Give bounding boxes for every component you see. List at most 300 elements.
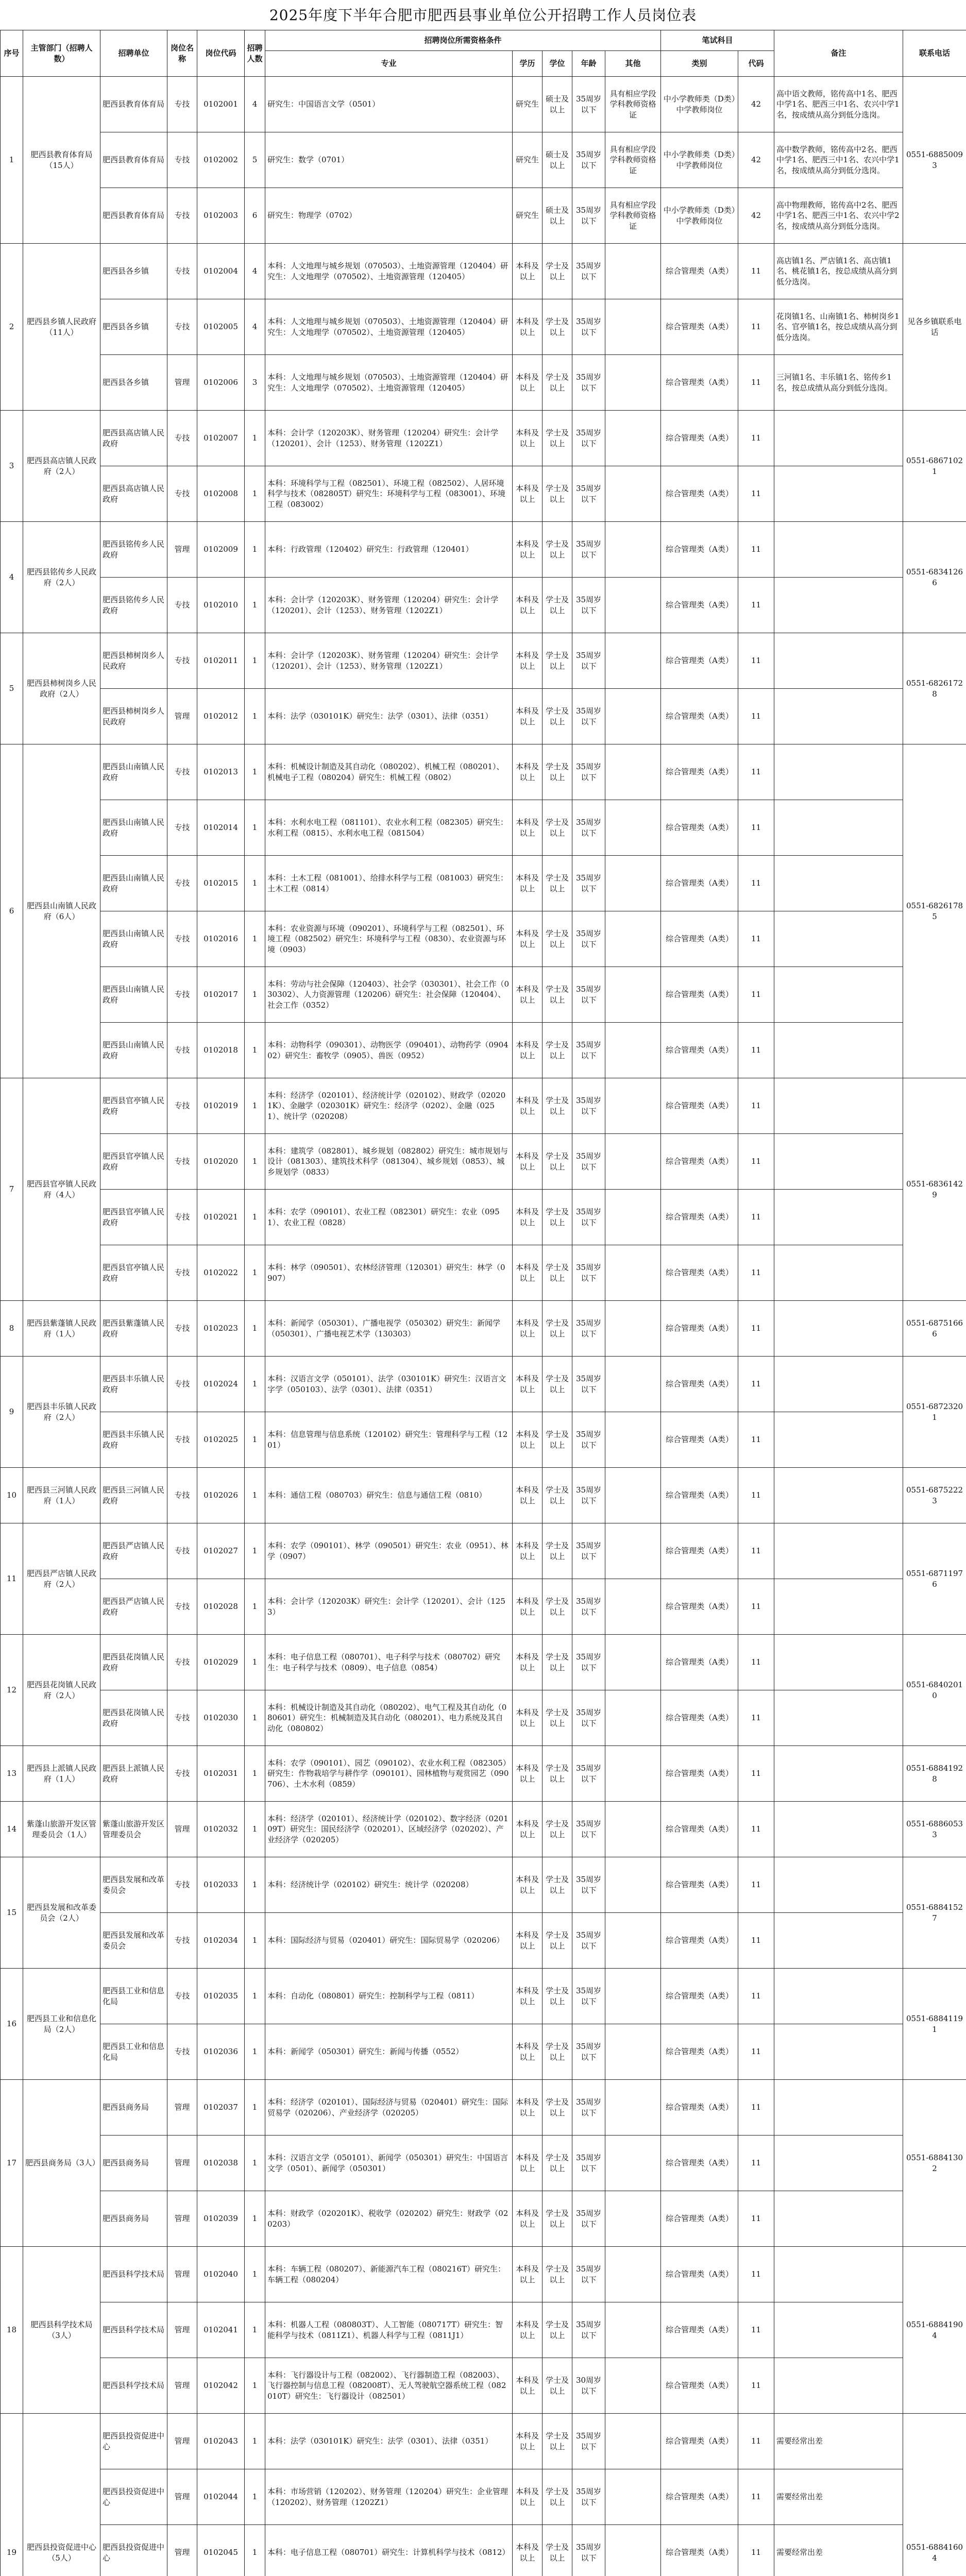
cell-remark: 需要经常出差 [774, 2469, 903, 2525]
cell-edu: 研究生 [513, 77, 543, 132]
cell-other [605, 411, 661, 466]
cell-other [605, 1357, 661, 1412]
cell-exam-code: 11 [738, 1134, 774, 1190]
cell-seq: 12 [1, 1635, 23, 1746]
cell-num: 1 [245, 2525, 265, 2576]
cell-other [605, 1635, 661, 1690]
cell-degree: 学士及以上 [543, 1357, 572, 1412]
cell-exam-code: 11 [738, 411, 774, 466]
cell-edu: 本科及以上 [513, 1078, 543, 1134]
cell-degree: 学士及以上 [543, 856, 572, 911]
cell-code: 0102023 [197, 1301, 245, 1357]
cell-exam-code: 11 [738, 1301, 774, 1357]
cell-edu: 本科及以上 [513, 1635, 543, 1690]
cell-age: 35周岁以下 [572, 744, 605, 800]
cell-unit: 肥西县商务局 [100, 2191, 167, 2247]
cell-phone: 0551-68860533 [903, 1802, 966, 1857]
cell-seq: 19 [1, 2414, 23, 2576]
header-remark: 备注 [774, 30, 903, 77]
cell-seq: 5 [1, 633, 23, 744]
cell-degree: 学士及以上 [543, 689, 572, 744]
cell-unit: 肥西县铭传乡人民政府 [100, 522, 167, 578]
cell-edu: 本科及以上 [513, 1579, 543, 1635]
cell-edu: 研究生 [513, 188, 543, 244]
cell-code: 0102029 [197, 1635, 245, 1690]
cell-unit: 肥西县严店镇人民政府 [100, 1523, 167, 1579]
cell-phone: 0551-68850093 [903, 77, 966, 244]
cell-major: 本科：动物科学（090301）、动物医学（090401）、动物药学（090402）研究生：畜牧学（0905）、兽医（0952） [265, 1023, 513, 1078]
cell-remark [774, 744, 903, 800]
cell-exam-type: 综合管理类（A类） [661, 1635, 738, 1690]
cell-degree: 学士及以上 [543, 2358, 572, 2414]
cell-exam-type: 综合管理类（A类） [661, 1857, 738, 1913]
cell-major: 本科：水利水电工程（081101）、农业水利工程（082305）研究生：水利工程（0815）、水利水电工程（081504） [265, 800, 513, 856]
cell-exam-code: 11 [738, 744, 774, 800]
cell-num: 1 [245, 1301, 265, 1357]
cell-code: 0102032 [197, 1802, 245, 1857]
cell-remark [774, 2024, 903, 2080]
cell-age: 35周岁以下 [572, 1190, 605, 1245]
header-exam-code: 代码 [738, 51, 774, 77]
cell-unit: 肥西县山南镇人民政府 [100, 800, 167, 856]
cell-age: 35周岁以下 [572, 2024, 605, 2080]
cell-degree: 学士及以上 [543, 2024, 572, 2080]
cell-other [605, 967, 661, 1023]
cell-code: 0102045 [197, 2525, 245, 2576]
cell-post: 专技 [167, 1746, 197, 1802]
cell-exam-code: 11 [738, 2024, 774, 2080]
cell-post: 专技 [167, 1412, 197, 1468]
cell-remark [774, 1913, 903, 1969]
cell-unit: 肥西县山南镇人民政府 [100, 744, 167, 800]
cell-post: 专技 [167, 299, 197, 355]
header-degree: 学位 [543, 51, 572, 77]
cell-code: 0102026 [197, 1468, 245, 1523]
cell-age: 35周岁以下 [572, 800, 605, 856]
table-row [1, 1468, 966, 1523]
page-title: 2025年度下半年合肥市肥西县事业单位公开招聘工作人员岗位表 [0, 4, 966, 25]
cell-other: 具有相应学段学科教师资格证 [605, 132, 661, 188]
cell-post: 专技 [167, 1023, 197, 1078]
cell-code: 0102034 [197, 1913, 245, 1969]
cell-phone: 0551-68711976 [903, 1523, 966, 1635]
cell-code: 0102008 [197, 466, 245, 522]
cell-dept: 肥西县铭传乡人民政府（2人） [23, 522, 100, 633]
cell-remark: 三河镇1名、丰乐镇1名、铭传乡1名，按总成绩从高分到低分选岗。 [774, 355, 903, 411]
cell-dept: 肥西县高店镇人民政府（2人） [23, 411, 100, 522]
cell-seq: 9 [1, 1357, 23, 1468]
cell-unit: 肥西县上派镇人民政府 [100, 1746, 167, 1802]
cell-num: 1 [245, 411, 265, 466]
cell-num: 1 [245, 689, 265, 744]
cell-age: 35周岁以下 [572, 2414, 605, 2469]
header-post-name: 岗位名称 [167, 30, 197, 77]
cell-exam-type: 综合管理类（A类） [661, 1523, 738, 1579]
cell-remark [774, 1579, 903, 1635]
table-row [1, 2136, 966, 2191]
cell-num: 1 [245, 1023, 265, 1078]
cell-major: 本科：劳动与社会保障（120403）、社会学（030301）、社会工作（030302）、人力资源管理（120206）研究生：社会保障（120404）、社会工作（0352） [265, 967, 513, 1023]
cell-exam-type: 综合管理类（A类） [661, 466, 738, 522]
cell-edu: 本科及以上 [513, 2358, 543, 2414]
cell-exam-type: 综合管理类（A类） [661, 1078, 738, 1134]
cell-major: 本科：机械设计制造及其自动化（080202）、机械工程（080201）、机械电子工程（080204）研究生：机械工程（0802） [265, 744, 513, 800]
cell-exam-type: 综合管理类（A类） [661, 1468, 738, 1523]
cell-code: 0102003 [197, 188, 245, 244]
cell-major: 本科：飞行器设计与工程（082002）、飞行器制造工程（082003）、飞行器控制与信息工程（082008T）、无人驾驶航空器系统工程（082010T）研究生：飞行器设计（082501） [265, 2358, 513, 2414]
cell-unit: 肥西县山南镇人民政府 [100, 911, 167, 967]
cell-phone: 0551-68841604 [903, 2414, 966, 2576]
cell-post: 管理 [167, 1802, 197, 1857]
cell-phone: 0551-68671021 [903, 411, 966, 522]
table-row [1, 1746, 966, 1802]
cell-num: 1 [245, 1690, 265, 1746]
cell-num: 1 [245, 1635, 265, 1690]
cell-other [605, 1301, 661, 1357]
cell-phone: 0551-68341266 [903, 522, 966, 633]
cell-degree: 学士及以上 [543, 1857, 572, 1913]
cell-code: 0102041 [197, 2302, 245, 2358]
cell-degree: 学士及以上 [543, 1134, 572, 1190]
cell-unit: 肥西县高店镇人民政府 [100, 466, 167, 522]
table-row [1, 1245, 966, 1301]
cell-exam-type: 综合管理类（A类） [661, 1913, 738, 1969]
cell-remark [774, 856, 903, 911]
cell-major: 本科：农业资源与环境（090201）、环境科学与工程（082501）、环境工程（082502）研究生：环境科学与工程（0830）、农业资源与环境（0903） [265, 911, 513, 967]
cell-major: 本科：车辆工程（080207）、新能源汽车工程（080216T）研究生：车辆工程（080204） [265, 2247, 513, 2302]
cell-remark [774, 1523, 903, 1579]
cell-code: 0102011 [197, 633, 245, 689]
cell-age: 35周岁以下 [572, 2136, 605, 2191]
cell-phone: 0551-68751666 [903, 1301, 966, 1357]
cell-exam-type: 综合管理类（A类） [661, 2191, 738, 2247]
cell-remark [774, 1190, 903, 1245]
header-age: 年龄 [572, 51, 605, 77]
cell-unit: 肥西县高店镇人民政府 [100, 411, 167, 466]
cell-seq: 16 [1, 1969, 23, 2080]
cell-age: 35周岁以下 [572, 1746, 605, 1802]
cell-num: 1 [245, 1857, 265, 1913]
cell-other: 具有相应学段学科教师资格证 [605, 77, 661, 132]
cell-exam-code: 11 [738, 299, 774, 355]
cell-post: 专技 [167, 1134, 197, 1190]
cell-exam-type: 综合管理类（A类） [661, 578, 738, 633]
cell-major: 本科：经济学（020101）、经济统计学（020102）、财政学（020201K）、金融学（020301K）研究生：经济学（0202）、金融（0251）、统计学（020208） [265, 1078, 513, 1134]
cell-code: 0102039 [197, 2191, 245, 2247]
cell-degree: 学士及以上 [543, 800, 572, 856]
cell-remark [774, 2136, 903, 2191]
cell-other [605, 2080, 661, 2136]
cell-exam-type: 综合管理类（A类） [661, 244, 738, 299]
cell-code: 0102027 [197, 1523, 245, 1579]
cell-post: 专技 [167, 466, 197, 522]
cell-degree: 学士及以上 [543, 911, 572, 967]
cell-age: 35周岁以下 [572, 355, 605, 411]
cell-age: 35周岁以下 [572, 2302, 605, 2358]
cell-post: 管理 [167, 2525, 197, 2576]
cell-edu: 本科及以上 [513, 2247, 543, 2302]
cell-num: 6 [245, 188, 265, 244]
cell-unit: 肥西县紫蓬镇人民政府 [100, 1301, 167, 1357]
cell-age: 35周岁以下 [572, 1579, 605, 1635]
cell-edu: 本科及以上 [513, 1913, 543, 1969]
cell-post: 专技 [167, 967, 197, 1023]
cell-unit: 紫蓬山旅游开发区管理委员会 [100, 1802, 167, 1857]
cell-post: 专技 [167, 1913, 197, 1969]
cell-major: 本科：农学（090101）、林学（090501）研究生：农业（0951）、林学（0907） [265, 1523, 513, 1579]
cell-num: 1 [245, 578, 265, 633]
cell-code: 0102001 [197, 77, 245, 132]
cell-code: 0102019 [197, 1078, 245, 1134]
table-row [1, 355, 966, 411]
cell-code: 0102013 [197, 744, 245, 800]
cell-edu: 本科及以上 [513, 1412, 543, 1468]
header-edu: 学历 [513, 51, 543, 77]
cell-edu: 本科及以上 [513, 2414, 543, 2469]
cell-degree: 硕士及以上 [543, 188, 572, 244]
cell-edu: 研究生 [513, 132, 543, 188]
cell-exam-code: 11 [738, 355, 774, 411]
cell-exam-code: 42 [738, 132, 774, 188]
cell-code: 0102002 [197, 132, 245, 188]
cell-dept: 肥西县丰乐镇人民政府（2人） [23, 1357, 100, 1468]
cell-post: 专技 [167, 188, 197, 244]
table-row [1, 466, 966, 522]
cell-code: 0102031 [197, 1746, 245, 1802]
cell-exam-type: 综合管理类（A类） [661, 689, 738, 744]
cell-dept: 肥西县官亭镇人民政府（4人） [23, 1078, 100, 1301]
cell-exam-code: 11 [738, 578, 774, 633]
cell-dept: 肥西县山南镇人民政府（6人） [23, 744, 100, 1078]
cell-dept: 肥西县三河镇人民政府（1人） [23, 1468, 100, 1523]
cell-code: 0102022 [197, 1245, 245, 1301]
cell-remark [774, 1468, 903, 1523]
cell-major: 本科：电子信息工程（080701）、电子科学与技术（080702）研究生：电子科学与技术（0809）、电子信息（0854） [265, 1635, 513, 1690]
table-row [1, 411, 966, 466]
table-row [1, 911, 966, 967]
table-row [1, 1023, 966, 1078]
cell-edu: 本科及以上 [513, 911, 543, 967]
cell-other [605, 2525, 661, 2576]
cell-code: 0102020 [197, 1134, 245, 1190]
cell-degree: 学士及以上 [543, 1023, 572, 1078]
cell-exam-type: 综合管理类（A类） [661, 2358, 738, 2414]
cell-remark [774, 1078, 903, 1134]
cell-remark: 高店镇1名、严店镇1名、高店镇1名、桃花镇1名，按总成绩从高分到低分选岗。 [774, 244, 903, 299]
header-unit: 招聘单位 [100, 30, 167, 77]
cell-exam-type: 综合管理类（A类） [661, 2024, 738, 2080]
cell-edu: 本科及以上 [513, 1969, 543, 2024]
cell-age: 35周岁以下 [572, 1635, 605, 1690]
table-row [1, 1412, 966, 1468]
cell-unit: 肥西县花岗镇人民政府 [100, 1635, 167, 1690]
cell-age: 35周岁以下 [572, 1412, 605, 1468]
cell-post: 专技 [167, 1468, 197, 1523]
cell-code: 0102018 [197, 1023, 245, 1078]
cell-age: 35周岁以下 [572, 244, 605, 299]
cell-exam-code: 11 [738, 1635, 774, 1690]
cell-seq: 14 [1, 1802, 23, 1857]
cell-code: 0102024 [197, 1357, 245, 1412]
cell-exam-type: 综合管理类（A类） [661, 1412, 738, 1468]
cell-other [605, 2191, 661, 2247]
cell-phone: 0551-68841904 [903, 2247, 966, 2414]
cell-code: 0102012 [197, 689, 245, 744]
cell-unit: 肥西县官亭镇人民政府 [100, 1245, 167, 1301]
cell-edu: 本科及以上 [513, 2136, 543, 2191]
cell-degree: 学士及以上 [543, 355, 572, 411]
cell-edu: 本科及以上 [513, 1857, 543, 1913]
cell-edu: 本科及以上 [513, 2469, 543, 2525]
cell-num: 1 [245, 522, 265, 578]
cell-exam-type: 综合管理类（A类） [661, 2302, 738, 2358]
table-row [1, 2469, 966, 2525]
cell-other [605, 689, 661, 744]
cell-age: 35周岁以下 [572, 1078, 605, 1134]
cell-age: 35周岁以下 [572, 466, 605, 522]
cell-code: 0102033 [197, 1857, 245, 1913]
cell-major: 本科：行政管理（120402）研究生：行政管理（120401） [265, 522, 513, 578]
cell-other [605, 1969, 661, 2024]
cell-exam-code: 11 [738, 1468, 774, 1523]
cell-edu: 本科及以上 [513, 1245, 543, 1301]
cell-exam-type: 综合管理类（A类） [661, 1134, 738, 1190]
table-row [1, 1802, 966, 1857]
cell-num: 5 [245, 132, 265, 188]
table-body [1, 77, 966, 2576]
cell-num: 1 [245, 1134, 265, 1190]
cell-major: 本科：会计学（120203K）、财务管理（120204）研究生：会计学（120201）、会计（1253）、财务管理（1202Z1） [265, 578, 513, 633]
cell-post: 专技 [167, 578, 197, 633]
cell-age: 35周岁以下 [572, 411, 605, 466]
cell-unit: 肥西县科学技术局 [100, 2247, 167, 2302]
cell-edu: 本科及以上 [513, 2525, 543, 2576]
cell-major: 本科：农学（090101）、农业工程（082301）研究生：农业（0951）、农业工程（0828） [265, 1190, 513, 1245]
cell-remark [774, 1023, 903, 1078]
cell-remark [774, 967, 903, 1023]
cell-degree: 学士及以上 [543, 633, 572, 689]
cell-exam-code: 11 [738, 1190, 774, 1245]
cell-post: 专技 [167, 1245, 197, 1301]
cell-phone: 0551-68361429 [903, 1078, 966, 1301]
cell-exam-code: 11 [738, 1802, 774, 1857]
cell-code: 0102030 [197, 1690, 245, 1746]
table-row [1, 132, 966, 188]
cell-other [605, 911, 661, 967]
cell-major: 本科：机械设计制造及其自动化（080202）、电气工程及其自动化（080601）研究生：机械制造及其自动化（080201）、电力系统及其自动化（080802） [265, 1690, 513, 1746]
cell-post: 管理 [167, 522, 197, 578]
cell-remark [774, 1412, 903, 1468]
cell-dept: 肥西县工业和信息化局（2人） [23, 1969, 100, 2080]
table-row [1, 967, 966, 1023]
cell-age: 35周岁以下 [572, 2080, 605, 2136]
cell-remark [774, 1690, 903, 1746]
cell-age: 35周岁以下 [572, 1690, 605, 1746]
cell-post: 专技 [167, 1078, 197, 1134]
cell-exam-type: 综合管理类（A类） [661, 1690, 738, 1746]
cell-degree: 学士及以上 [543, 2525, 572, 2576]
cell-degree: 学士及以上 [543, 2414, 572, 2469]
cell-num: 1 [245, 967, 265, 1023]
cell-major: 本科：机器人工程（080803T）、人工智能（080717T）研究生：智能科学与技术（0811Z1）、机器人科学与工程（0811J1） [265, 2302, 513, 2358]
table-row [1, 188, 966, 244]
cell-phone: 0551-68261728 [903, 633, 966, 744]
cell-unit: 肥西县柿树岗乡人民政府 [100, 633, 167, 689]
cell-major: 本科：新闻学（050301）研究生：新闻与传播（0552） [265, 2024, 513, 2080]
cell-remark: 需要经常出差 [774, 2414, 903, 2469]
cell-major: 本科：经济学（020101）、经济统计学（020102）、数字经济（020109T）研究生：国民经济学（020201）、区域经济学（020202）、产业经济学（020205） [265, 1802, 513, 1857]
cell-degree: 学士及以上 [543, 2247, 572, 2302]
cell-seq: 2 [1, 244, 23, 411]
cell-major: 本科：电子信息工程（080701）研究生：计算机科学与技术（0812） [265, 2525, 513, 2576]
cell-exam-code: 11 [738, 466, 774, 522]
cell-exam-type: 综合管理类（A类） [661, 2247, 738, 2302]
cell-code: 0102016 [197, 911, 245, 967]
cell-degree: 学士及以上 [543, 1523, 572, 1579]
cell-edu: 本科及以上 [513, 1802, 543, 1857]
header-major: 专业 [265, 51, 513, 77]
cell-exam-code: 11 [738, 244, 774, 299]
cell-phone: 0551-68752223 [903, 1468, 966, 1523]
cell-remark [774, 633, 903, 689]
cell-unit: 肥西县柿树岗乡人民政府 [100, 689, 167, 744]
cell-post: 专技 [167, 911, 197, 967]
table-row [1, 2414, 966, 2469]
cell-unit: 肥西县各乡镇 [100, 244, 167, 299]
cell-exam-type: 综合管理类（A类） [661, 1579, 738, 1635]
cell-dept: 肥西县投资促进中心（5人） [23, 2414, 100, 2576]
cell-degree: 学士及以上 [543, 1245, 572, 1301]
cell-num: 1 [245, 2191, 265, 2247]
cell-degree: 学士及以上 [543, 522, 572, 578]
cell-exam-type: 综合管理类（A类） [661, 800, 738, 856]
cell-dept: 肥西县柿树岗乡人民政府（2人） [23, 633, 100, 744]
cell-edu: 本科及以上 [513, 2191, 543, 2247]
cell-phone: 0551-68841302 [903, 2080, 966, 2247]
cell-post: 专技 [167, 856, 197, 911]
cell-major: 本科：法学（030101K）研究生：法学（0301）、法律（0351） [265, 2414, 513, 2469]
cell-degree: 学士及以上 [543, 2136, 572, 2191]
cell-major: 本科：自动化（080801）研究生：控制科学与工程（0811） [265, 1969, 513, 2024]
cell-exam-code: 11 [738, 2191, 774, 2247]
cell-remark [774, 1969, 903, 2024]
table-row [1, 800, 966, 856]
cell-unit: 肥西县山南镇人民政府 [100, 856, 167, 911]
cell-unit: 肥西县花岗镇人民政府 [100, 1690, 167, 1746]
cell-num: 1 [245, 1078, 265, 1134]
cell-degree: 学士及以上 [543, 2469, 572, 2525]
cell-unit: 肥西县山南镇人民政府 [100, 1023, 167, 1078]
table-row [1, 1357, 966, 1412]
cell-num: 1 [245, 2414, 265, 2469]
cell-num: 1 [245, 1523, 265, 1579]
cell-remark: 高中数学教师，铭传高中2名、肥西中学1名、肥西三中1名、农兴中学1名，按成绩从高分到低分选岗。 [774, 132, 903, 188]
cell-post: 管理 [167, 2247, 197, 2302]
table-row [1, 1523, 966, 1579]
cell-phone: 0551-68402010 [903, 1635, 966, 1746]
cell-exam-type: 综合管理类（A类） [661, 411, 738, 466]
cell-other [605, 2302, 661, 2358]
cell-exam-code: 11 [738, 2080, 774, 2136]
cell-age: 35周岁以下 [572, 1857, 605, 1913]
cell-seq: 11 [1, 1523, 23, 1635]
cell-exam-code: 11 [738, 1857, 774, 1913]
cell-post: 专技 [167, 1635, 197, 1690]
cell-exam-type: 综合管理类（A类） [661, 299, 738, 355]
cell-dept: 紫蓬山旅游开发区管理委员会（1人） [23, 1802, 100, 1857]
cell-major: 本科：会计学（120203K）、财务管理（120204）研究生：会计学（120201）、会计（1253）、财务管理（1202Z1） [265, 411, 513, 466]
cell-unit: 肥西县科学技术局 [100, 2302, 167, 2358]
